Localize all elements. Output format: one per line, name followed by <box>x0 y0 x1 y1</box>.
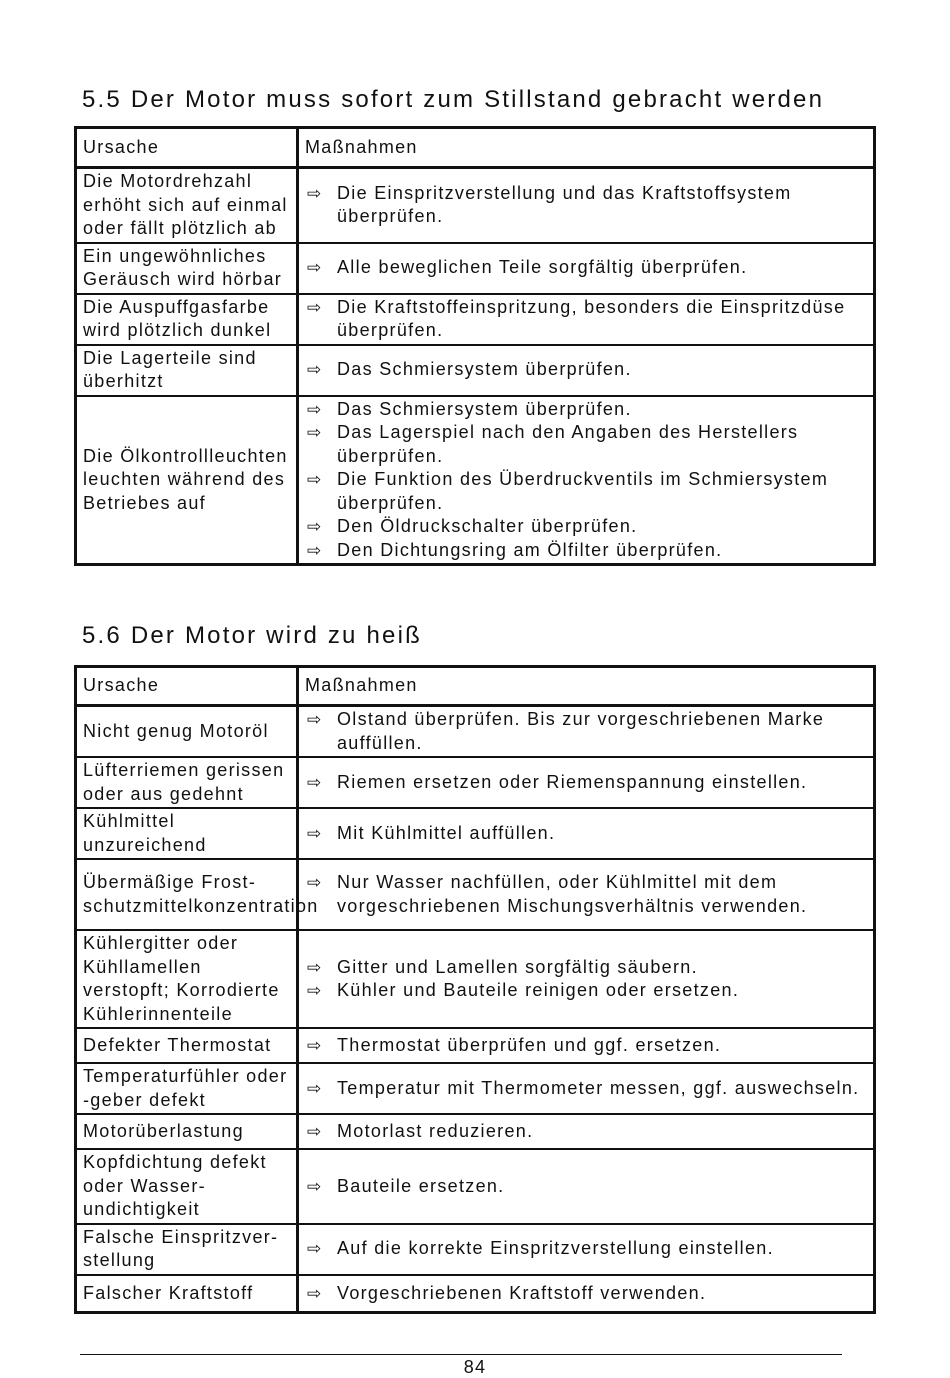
measures-cell <box>298 1114 875 1149</box>
outline-right-arrow-icon: ⇨ <box>307 423 323 442</box>
measure-text: Kühler und Bauteile reinigen oder ersetzen. <box>337 980 740 1000</box>
table-row <box>76 757 875 808</box>
measure-item <box>305 1282 867 1306</box>
measures-cell <box>298 1063 875 1114</box>
measure-item <box>305 979 867 1003</box>
table-row <box>76 1275 875 1313</box>
measures-list <box>305 398 867 563</box>
header-cause: Ursache <box>76 667 298 706</box>
measure-item <box>305 771 867 795</box>
measure-text: Den Öldruckschalter überprüfen. <box>337 516 638 536</box>
measure-item <box>305 182 867 229</box>
measures-list <box>305 256 867 280</box>
measures-list <box>305 1034 867 1058</box>
outline-right-arrow-icon: ⇨ <box>307 1078 323 1098</box>
measures-cell <box>298 706 875 758</box>
troubleshooting-table-overheat <box>74 665 876 1314</box>
outline-right-arrow-icon: ⇨ <box>307 981 323 1000</box>
section-title-5-6: 5.6 Der Motor wird zu heiß <box>82 622 422 649</box>
measure-item <box>305 871 867 918</box>
cause-cell: Falscher Kraftstoff <box>76 1275 298 1313</box>
cause-cell: Motorüberlastung <box>76 1114 298 1149</box>
measure-text: Auf die korrekte Einspritzverstellung einstellen. <box>337 1238 774 1259</box>
measures-list <box>305 1282 867 1306</box>
measure-text: Die Kraftstoffeinspritzung, besonders die Einspritzdüse überprüfen. <box>337 296 846 340</box>
outline-right-arrow-icon: ⇨ <box>307 360 323 380</box>
table-header-row <box>76 128 875 168</box>
table-row <box>76 706 875 758</box>
measures-cell <box>298 168 875 243</box>
cause-cell: Die Lagerteile sind überhitzt <box>76 345 298 396</box>
measure-text: Die Funktion des Überdruckventils im Schmiersystem überprüfen. <box>337 469 829 513</box>
cause-cell: Übermäßige Frost-schutzmittelkonzentration <box>76 859 298 930</box>
cause-cell: Nicht genug Motoröl <box>76 706 298 758</box>
measures-cell <box>298 808 875 859</box>
measure-item <box>305 1077 867 1101</box>
measures-list <box>305 1237 867 1261</box>
measure-text: Olstand überprüfen. Bis zur vorgeschriebenen Marke auffüllen. <box>337 709 825 753</box>
measures-list <box>305 1175 867 1199</box>
measures-cell <box>298 345 875 396</box>
measure-text: Vorgeschriebenen Kraftstoff verwenden. <box>337 1282 707 1303</box>
measure-text: Motorlast reduzieren. <box>337 1120 534 1141</box>
outline-right-arrow-icon: ⇨ <box>307 1121 323 1141</box>
footer-divider <box>80 1354 842 1355</box>
outline-right-arrow-icon: ⇨ <box>307 517 323 536</box>
measures-cell <box>298 1149 875 1224</box>
cause-cell: Die Ölkontrollleuchten leuchten während des Betriebes auf <box>76 396 298 565</box>
measure-text: Temperatur mit Thermometer messen, ggf. auswechseln. <box>337 1077 860 1098</box>
measure-text: Nur Wasser nachfüllen, oder Kühlmittel mit dem vorgeschriebenen Mischungsverhältnis verwenden. <box>337 872 808 916</box>
cause-cell: Defekter Thermostat <box>76 1028 298 1063</box>
outline-right-arrow-icon: ⇨ <box>307 297 323 317</box>
table-row <box>76 396 875 565</box>
measures-cell <box>298 396 875 565</box>
outline-right-arrow-icon: ⇨ <box>307 772 323 792</box>
table-row <box>76 243 875 294</box>
outline-right-arrow-icon: ⇨ <box>307 1035 323 1055</box>
measures-cell <box>298 757 875 808</box>
troubleshooting-table-stop <box>74 126 876 566</box>
measure-text: Die Einspritzverstellung und das Kraftstoffsystem überprüfen. <box>337 182 792 227</box>
measure-text: Den Dichtungsring am Ölfilter überprüfen. <box>337 539 723 560</box>
measure-item <box>305 358 867 382</box>
outline-right-arrow-icon: ⇨ <box>307 540 323 560</box>
outline-right-arrow-icon: ⇨ <box>307 1239 323 1259</box>
measure-item <box>305 708 867 755</box>
measures-list <box>305 871 867 918</box>
measures-cell <box>298 294 875 345</box>
measure-text: Thermostat überprüfen und ggf. ersetzen. <box>337 1034 722 1055</box>
page-number: 84 <box>463 1357 487 1377</box>
measures-cell <box>298 1224 875 1275</box>
measures-cell <box>298 1275 875 1313</box>
measure-text: Das Lagerspiel nach den Angaben des Herstellers überprüfen. <box>337 422 799 466</box>
measure-text: Riemen ersetzen oder Riemenspannung einstellen. <box>337 771 808 792</box>
measure-item <box>305 539 867 563</box>
cause-cell: Lüfterriemen gerissen oder aus gedehnt <box>76 757 298 808</box>
table-row <box>76 168 875 243</box>
cause-cell: Ein ungewöhnliches Geräusch wird hörbar <box>76 243 298 294</box>
cause-cell: Die Motordrehzahl erhöht sich auf einmal oder fällt plötzlich ab <box>76 168 298 243</box>
measure-text: Gitter und Lamellen sorgfältig säubern. <box>337 956 698 977</box>
measures-cell <box>298 930 875 1028</box>
cause-cell: Die Auspuffgasfarbe wird plötzlich dunkel <box>76 294 298 345</box>
cause-cell: Falsche Einspritzver-stellung <box>76 1224 298 1275</box>
measure-text: Bauteile ersetzen. <box>337 1175 505 1196</box>
table-header-row <box>76 667 875 706</box>
outline-right-arrow-icon: ⇨ <box>307 873 323 892</box>
table-row <box>76 294 875 345</box>
measure-text: Das Schmiersystem überprüfen. <box>337 359 632 380</box>
table-row <box>76 1028 875 1063</box>
measure-item <box>305 398 867 422</box>
measure-item <box>305 956 867 980</box>
outline-right-arrow-icon: ⇨ <box>307 957 323 977</box>
table-row <box>76 345 875 396</box>
measure-item <box>305 468 867 515</box>
measure-item <box>305 1175 867 1199</box>
measure-text: Mit Kühlmittel auffüllen. <box>337 822 556 843</box>
measure-item <box>305 1034 867 1058</box>
measures-list <box>305 182 867 229</box>
measure-item <box>305 296 867 343</box>
outline-right-arrow-icon: ⇨ <box>307 823 323 843</box>
table-row <box>76 1149 875 1224</box>
outline-right-arrow-icon: ⇨ <box>307 710 323 729</box>
measure-item <box>305 515 867 539</box>
measure-item <box>305 1120 867 1144</box>
measures-list <box>305 1120 867 1144</box>
outline-right-arrow-icon: ⇨ <box>307 1176 323 1196</box>
measure-item <box>305 421 867 468</box>
header-cause: Ursache <box>76 128 298 168</box>
measure-text: Das Schmiersystem überprüfen. <box>337 398 632 419</box>
measures-list <box>305 296 867 343</box>
measures-list <box>305 358 867 382</box>
measure-item <box>305 256 867 280</box>
table-row <box>76 859 875 930</box>
measures-cell <box>298 1028 875 1063</box>
outline-right-arrow-icon: ⇨ <box>307 183 323 203</box>
measures-list <box>305 956 867 1003</box>
measure-item <box>305 822 867 846</box>
measures-cell <box>298 243 875 294</box>
table-row <box>76 930 875 1028</box>
measures-list <box>305 771 867 795</box>
measures-cell <box>298 859 875 930</box>
measures-list <box>305 1077 867 1101</box>
outline-right-arrow-icon: ⇨ <box>307 258 323 278</box>
cause-cell: Temperaturfühler oder -geber defekt <box>76 1063 298 1114</box>
cause-cell: Kühlmittel unzureichend <box>76 808 298 859</box>
table-row <box>76 1224 875 1275</box>
outline-right-arrow-icon: ⇨ <box>307 1283 323 1303</box>
header-measures: Maßnahmen <box>298 667 875 706</box>
measures-list <box>305 822 867 846</box>
outline-right-arrow-icon: ⇨ <box>307 470 323 489</box>
measure-text: Alle beweglichen Teile sorgfältig überprüfen. <box>337 257 748 278</box>
outline-right-arrow-icon: ⇨ <box>307 399 323 419</box>
section-title-5-5: 5.5 Der Motor muss sofort zum Stillstand gebracht werden <box>82 86 825 113</box>
measures-list <box>305 708 867 755</box>
table-row <box>76 808 875 859</box>
cause-cell: Kopfdichtung defekt oder Wasser-undichtigkeit <box>76 1149 298 1224</box>
table-row <box>76 1063 875 1114</box>
header-measures: Maßnahmen <box>298 128 875 168</box>
cause-cell: Kühlergitter oder Kühllamellen verstopft; Korrodierte Kühlerinnenteile <box>76 930 298 1028</box>
measure-item <box>305 1237 867 1261</box>
table-row <box>76 1114 875 1149</box>
